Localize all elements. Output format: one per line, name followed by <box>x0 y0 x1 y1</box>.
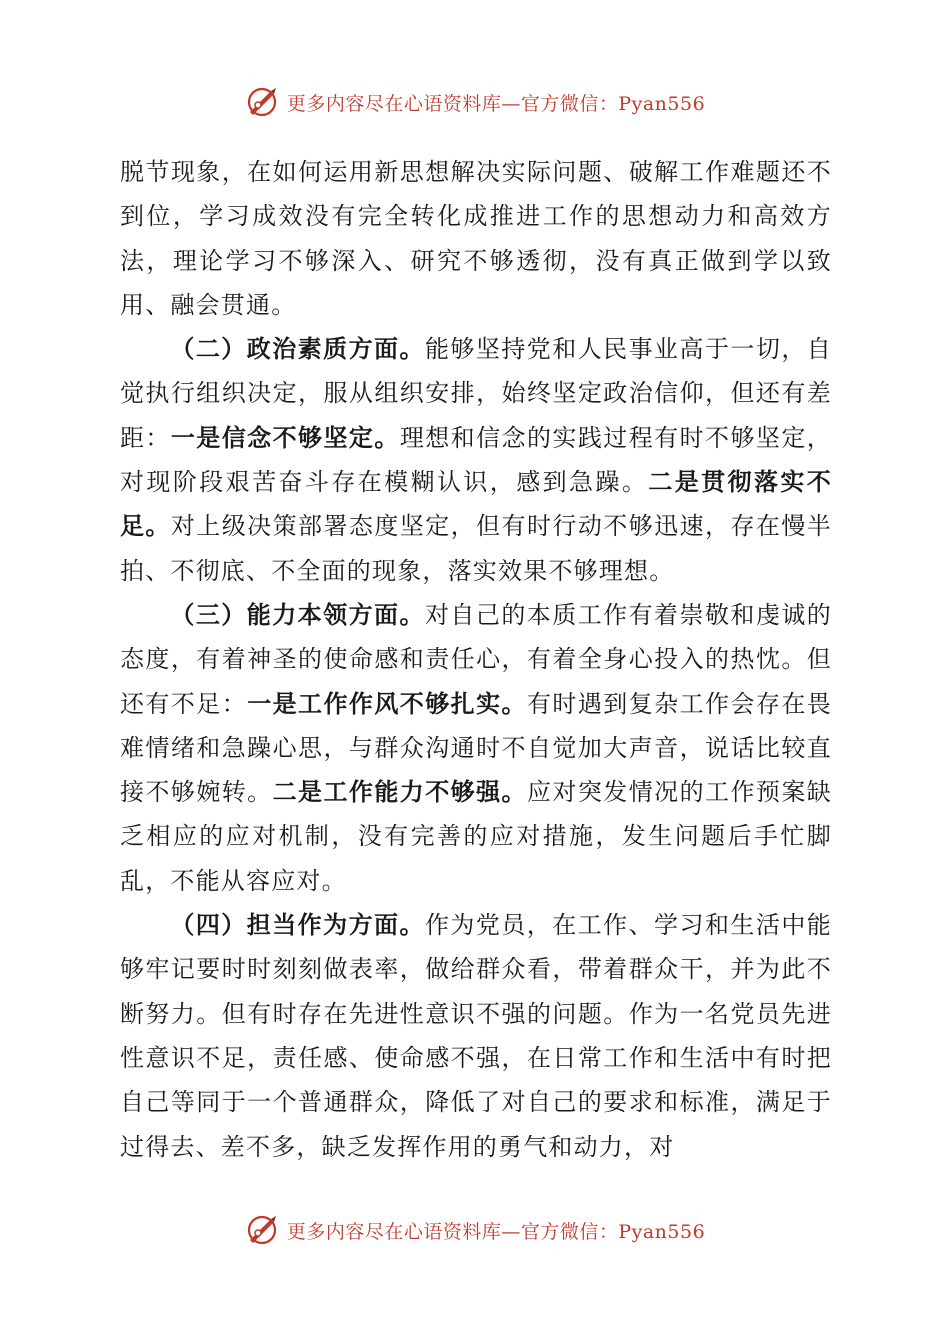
paragraph-political-quality <box>120 327 832 593</box>
point-heading: 一是信念不够坚定。 <box>170 423 400 452</box>
paragraph-ability <box>120 593 832 903</box>
paragraph-text: 脱节现象，在如何运用新思想解决实际问题、破解工作难题还不到位，学习成效没有完全转化成推进工作的思想动力和高效方法，理论学习不够深入、研究不够透彻，没有真正做到学以致用、融会贯通。 <box>120 158 832 319</box>
paragraph-text: 对上级决策部署态度坚定，但有时行动不够迅速，存在慢半拍、不彻底、不全面的现象，落实效果不够理想。 <box>120 512 832 585</box>
footer-watermark <box>0 1210 950 1250</box>
section-heading: （四）担当作为方面。 <box>170 911 425 940</box>
point-heading: 二是贯彻落实不足。 <box>120 468 833 541</box>
footer-watermark-text: 更多内容尽在心语资料库—官方微信：Pyan556 <box>286 1220 706 1243</box>
document-body <box>120 150 832 1169</box>
point-heading: 二是工作能力不够强。 <box>272 778 527 807</box>
section-heading: （三）能力本领方面。 <box>170 600 425 629</box>
pen-seal-icon <box>245 85 279 119</box>
header-watermark <box>0 82 950 122</box>
paragraph-text: 应对突发情况的工作预案缺乏相应的应对机制，没有完善的应对措施，发生问题后手忙脚乱，不能从容应对。 <box>120 778 833 895</box>
point-heading: 一是工作作风不够扎实。 <box>247 689 527 718</box>
paragraph-responsibility <box>120 903 832 1169</box>
paragraph-text: 对自己的本质工作有着崇敬和虔诚的态度，有着神圣的使命感和责任心，有着全身心投入的热忱。但还有不足： <box>120 600 832 718</box>
paragraph-text: 有时遇到复杂工作会存在畏难情绪和急躁心思，与群众沟通时不自觉加大声音，说话比较直接不够婉转。 <box>120 689 833 807</box>
section-heading: （二）政治素质方面。 <box>170 335 425 364</box>
header-watermark-text: 更多内容尽在心语资料库—官方微信：Pyan556 <box>286 92 706 115</box>
paragraph-continuation <box>120 150 832 327</box>
paragraph-text: 理想和信念的实践过程有时不够坚定，对现阶段艰苦奋斗存在模糊认识，感到急躁。 <box>120 423 832 497</box>
paragraph-text: 作为党员，在工作、学习和生活中能够牢记要时时刻刻做表率，做给群众看，带着群众干，并为此不断努力。但有时存在先进性意识不强的问题。作为一名党员先进性意识不足，责任感、使命感不强，在日常工作和生活中有时把自己等同于一个普通群众，降低了对自己的要求和标准，满足于过得去、差不多，缺乏发挥作用的勇气和动力，对 <box>120 911 832 1161</box>
paragraph-text: 能够坚持党和人民事业高于一切，自觉执行组织决定，服从组织安排，始终坚定政治信仰，但还有差距： <box>120 335 832 452</box>
pen-seal-icon <box>245 1213 279 1247</box>
